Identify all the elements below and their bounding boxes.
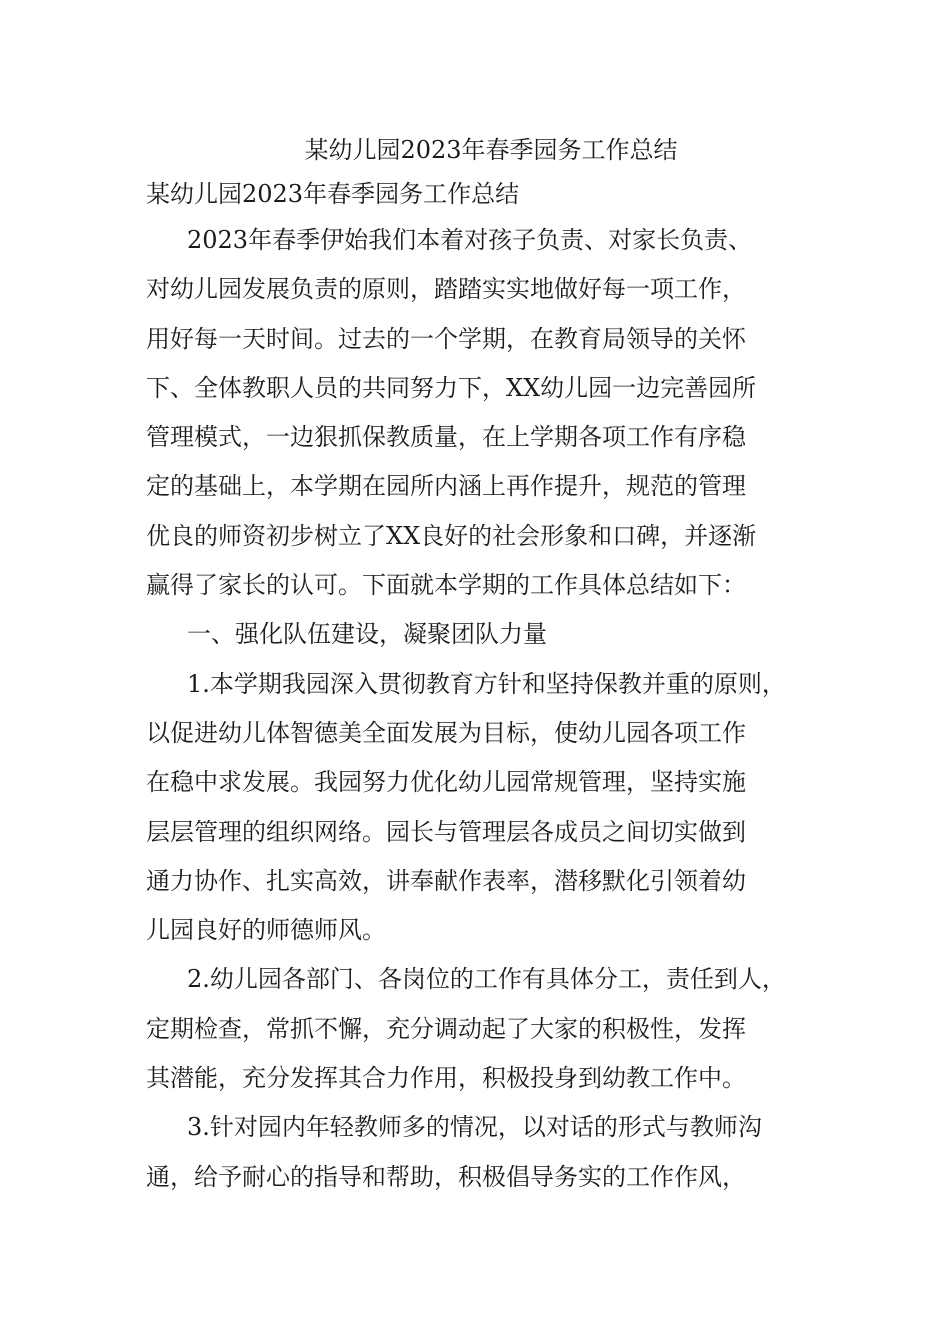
item-1-paragraph	[146, 660, 836, 956]
text-line: 3.针对园内年轻教师多的情况，以对话的形式与教师沟	[187, 1113, 762, 1142]
text-line: 在稳中求发展。我园努力优化幼儿园常规管理，坚持实施	[146, 768, 746, 797]
document-subtitle: 某幼儿园2023年春季园务工作总结	[146, 180, 520, 208]
text-line: 1.本学期我园深入贯彻教育方针和坚持保教并重的原则，	[187, 669, 786, 698]
text-line: 赢得了家长的认可。下面就本学期的工作具体总结如下：	[146, 571, 746, 600]
text-line: 下、全体教职人员的共同努力下，XX幼儿园一边完善园所	[146, 373, 757, 402]
document-title: 某幼儿园2023年春季园务工作总结	[304, 136, 678, 164]
text-line: 通，给予耐心的指导和帮助，积极倡导务实的工作作风，	[146, 1162, 746, 1191]
text-line: 通力协作、扎实高效，讲奉献作表率，潜移默化引领着幼	[146, 866, 746, 895]
text-line: 层层管理的组织网络。园长与管理层各成员之间切实做到	[146, 817, 746, 846]
text-line: 2.幼儿园各部门、各岗位的工作有具体分工，责任到人，	[187, 965, 786, 994]
item-2-paragraph	[146, 955, 836, 1103]
item-3-paragraph	[146, 1103, 836, 1202]
text-line: 用好每一天时间。过去的一个学期，在教育局领导的关怀	[146, 324, 746, 353]
text-line: 对幼儿园发展负责的原则，踏踏实实地做好每一项工作，	[146, 275, 746, 304]
text-line: 以促进幼儿体智德美全面发展为目标，使幼儿园各项工作	[146, 718, 746, 747]
text-line: 管理模式，一边狠抓保教质量，在上学期各项工作有序稳	[146, 423, 746, 452]
text-line: 定的基础上，本学期在园所内涵上再作提升，规范的管理	[146, 472, 746, 501]
intro-paragraph	[146, 216, 836, 610]
text-line: 定期检查，常抓不懈，充分调动起了大家的积极性，发挥	[146, 1014, 746, 1043]
text-line: 儿园良好的师德师风。	[146, 916, 386, 945]
section-heading	[146, 610, 836, 659]
section-heading-text: 一、强化队伍建设，凝聚团队力量	[187, 620, 547, 649]
document-body	[146, 128, 836, 1202]
text-line: 其潜能，充分发挥其合力作用，积极投身到幼教工作中。	[146, 1064, 746, 1093]
text-line: 优良的师资初步树立了XX良好的社会形象和口碑，并逐渐	[146, 521, 757, 550]
text-line: 2023年春季伊始我们本着对孩子负责、对家长负责、	[187, 226, 753, 254]
